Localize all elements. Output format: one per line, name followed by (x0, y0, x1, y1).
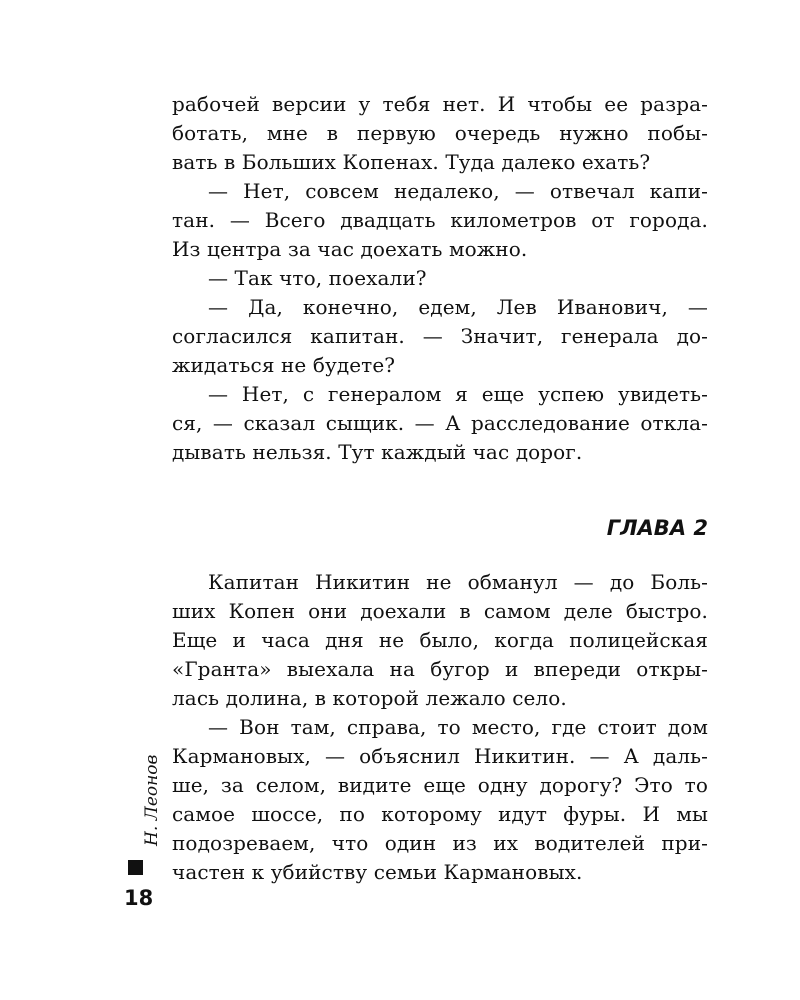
top-text-block (172, 90, 708, 467)
text-line: вать в Больших Копенах. Туда далеко ехать? (172, 150, 651, 174)
running-author: Н. Леонов (142, 754, 162, 846)
text-line: — Вон там, справа, то место, где стоит дом (208, 715, 708, 739)
text-line: лась долина, в которой лежало село. (172, 686, 567, 710)
text-line: жидаться не будете? (172, 353, 396, 377)
text-line: — Так что, поехали? (208, 266, 427, 290)
text-line: Капитан Никитин не обманул — до Боль- (208, 570, 708, 594)
text-line: дывать нельзя. Тут каждый час дорог. (172, 440, 583, 464)
text-line: — Да, конечно, едем, Лев Иванович, — (208, 295, 708, 319)
text-line: согласился капитан. — Значит, генерала до- (172, 324, 708, 348)
page-number: 18 (124, 886, 154, 910)
text-line: Кармановых, — объяснил Никитин. — А даль- (172, 744, 708, 768)
text-line: подозреваем, что один из их водителей при- (172, 831, 708, 855)
text-line: Из центра за час доехать можно. (172, 237, 528, 261)
text-line: ся, — сказал сыщик. — А расследование откла- (172, 411, 708, 435)
text-line: — Нет, с генералом я еще успею увидеть- (208, 382, 708, 406)
bottom-text-block (172, 568, 708, 887)
text-line: Еще и часа дня не было, когда полицейская (172, 628, 708, 652)
text-line: — Нет, совсем недалеко, — отвечал капи- (208, 179, 708, 203)
text-line: «Гранта» выехала на бугор и впереди откры- (172, 657, 708, 681)
text-line: самое шоссе, по которому идут фуры. И мы (172, 802, 708, 826)
text-line: ше, за селом, видите еще одну дорогу? Это то (172, 773, 708, 797)
page-marker-square (128, 860, 143, 875)
text-line: тан. — Всего двадцать километров от города. (172, 208, 708, 232)
text-line: частен к убийству семьи Кармановых. (172, 860, 583, 884)
text-line: ших Копен они доехали в самом деле быстро. (172, 599, 708, 623)
chapter-heading: ГЛАВА 2 (606, 516, 708, 540)
text-line: рабочей версии у тебя нет. И чтобы ее разра- (172, 92, 708, 116)
text-line: ботать, мне в первую очередь нужно побы- (172, 121, 708, 145)
